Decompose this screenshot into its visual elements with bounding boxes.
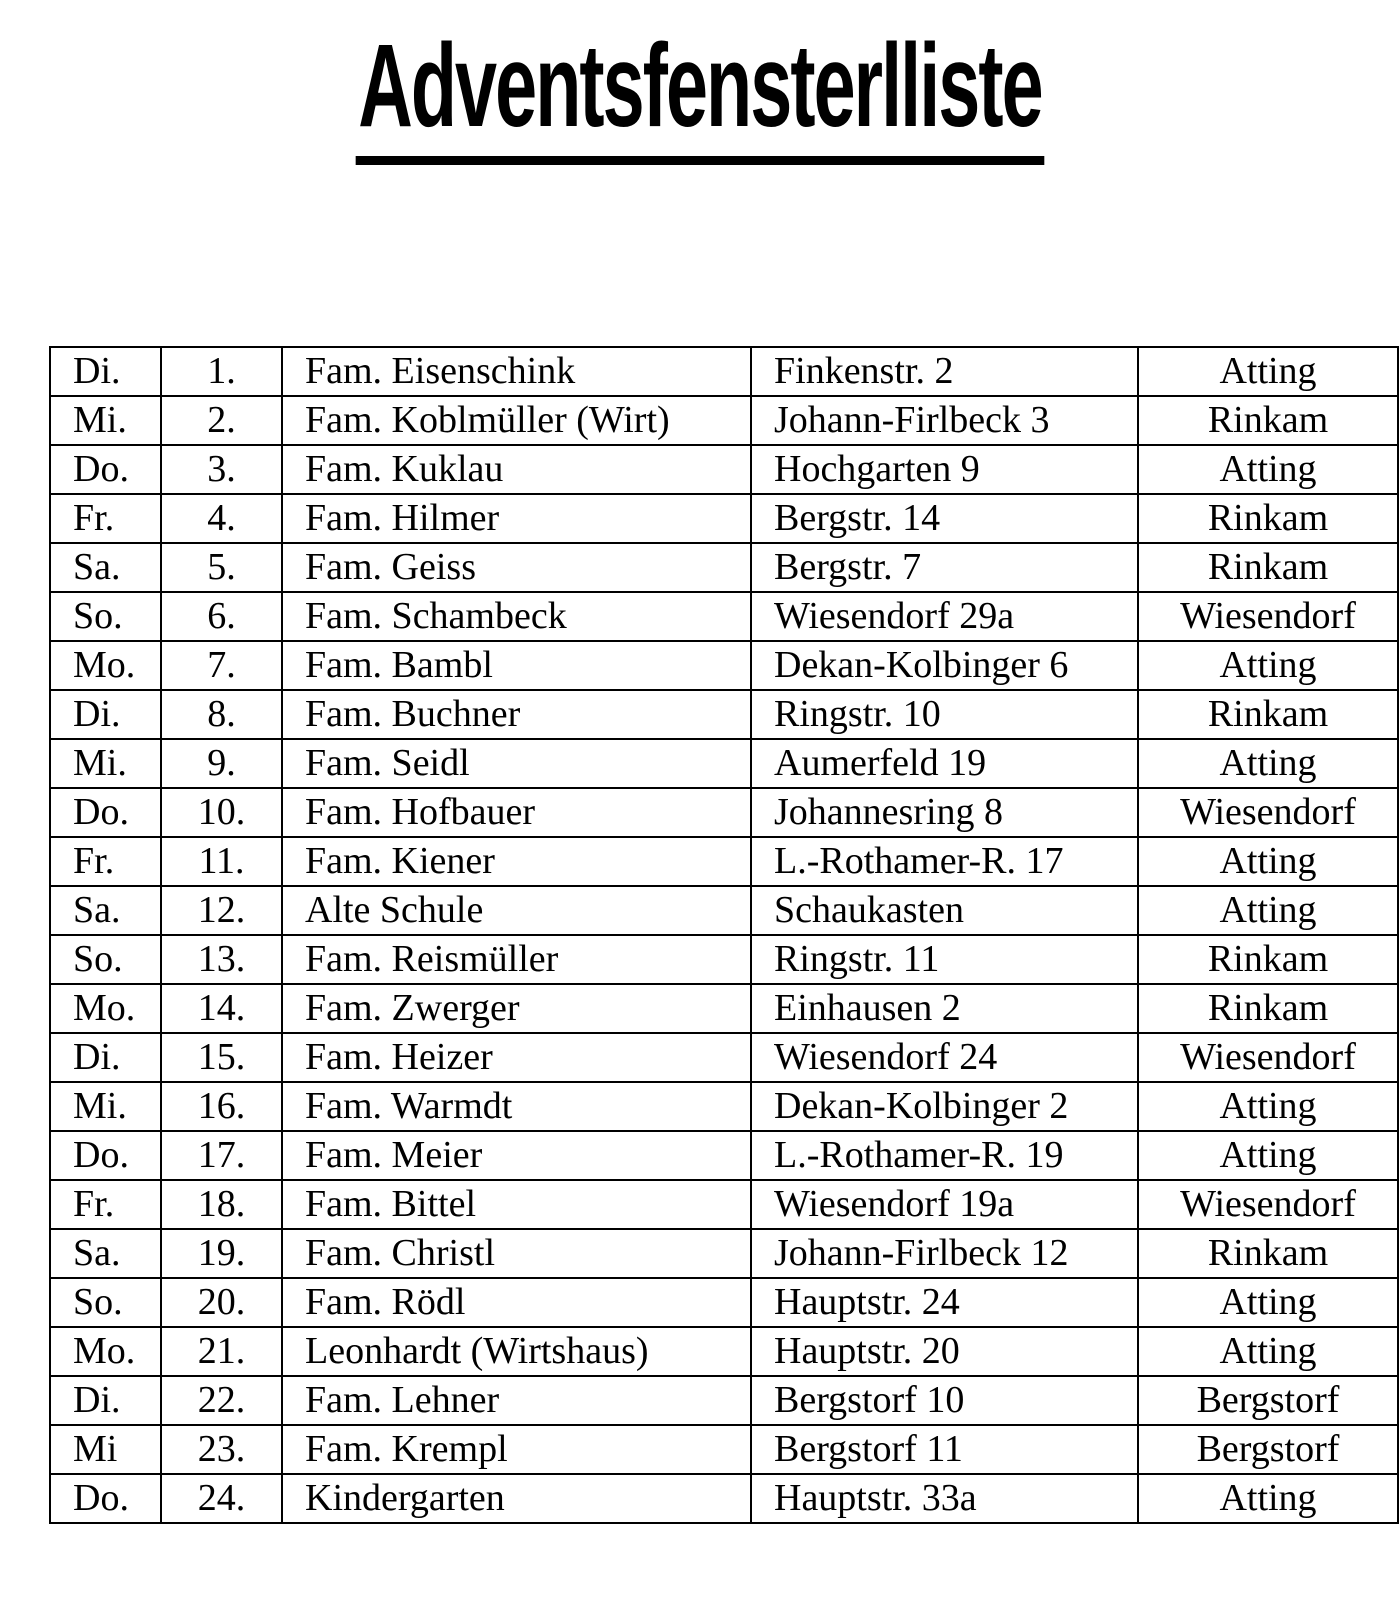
- family-name-cell: Leonhardt (Wirtshaus): [282, 1327, 751, 1376]
- address-cell: Wiesendorf 19a: [751, 1180, 1138, 1229]
- place-cell: Rinkam: [1138, 984, 1398, 1033]
- place-cell: Bergstorf: [1138, 1376, 1398, 1425]
- date-cell: 3.: [161, 445, 282, 494]
- place-cell: Wiesendorf: [1138, 1033, 1398, 1082]
- address-cell: Dekan-Kolbinger 2: [751, 1082, 1138, 1131]
- family-name-cell: Fam. Koblmüller (Wirt): [282, 396, 751, 445]
- date-cell: 12.: [161, 886, 282, 935]
- address-cell: Bergstr. 7: [751, 543, 1138, 592]
- address-cell: Johann-Firlbeck 12: [751, 1229, 1138, 1278]
- address-cell: Bergstorf 10: [751, 1376, 1138, 1425]
- date-cell: 16.: [161, 1082, 282, 1131]
- day-cell: Mo.: [50, 1327, 161, 1376]
- place-cell: Atting: [1138, 445, 1398, 494]
- date-cell: 11.: [161, 837, 282, 886]
- date-cell: 10.: [161, 788, 282, 837]
- day-cell: Mi.: [50, 396, 161, 445]
- table-row: [50, 543, 1398, 592]
- table-area: [49, 346, 1399, 1524]
- table-row: [50, 984, 1398, 1033]
- date-cell: 21.: [161, 1327, 282, 1376]
- table-row: [50, 592, 1398, 641]
- date-cell: 4.: [161, 494, 282, 543]
- family-name-cell: Fam. Buchner: [282, 690, 751, 739]
- address-cell: L.-Rothamer-R. 17: [751, 837, 1138, 886]
- table-row: [50, 1033, 1398, 1082]
- place-cell: Atting: [1138, 1082, 1398, 1131]
- table-row: [50, 445, 1398, 494]
- table-row: [50, 1376, 1398, 1425]
- day-cell: Fr.: [50, 494, 161, 543]
- address-cell: Johann-Firlbeck 3: [751, 396, 1138, 445]
- address-cell: Hauptstr. 24: [751, 1278, 1138, 1327]
- address-cell: Bergstr. 14: [751, 494, 1138, 543]
- day-cell: Fr.: [50, 837, 161, 886]
- family-name-cell: Fam. Hofbauer: [282, 788, 751, 837]
- table-row: [50, 935, 1398, 984]
- place-cell: Rinkam: [1138, 494, 1398, 543]
- page-title: Adventsfensterlliste: [356, 22, 1045, 165]
- table-row: [50, 1180, 1398, 1229]
- place-cell: Wiesendorf: [1138, 1180, 1398, 1229]
- family-name-cell: Fam. Rödl: [282, 1278, 751, 1327]
- address-cell: Hochgarten 9: [751, 445, 1138, 494]
- family-name-cell: Fam. Heizer: [282, 1033, 751, 1082]
- family-name-cell: Fam. Geiss: [282, 543, 751, 592]
- table-row: [50, 494, 1398, 543]
- place-cell: Rinkam: [1138, 690, 1398, 739]
- date-cell: 14.: [161, 984, 282, 1033]
- day-cell: Do.: [50, 1131, 161, 1180]
- day-cell: So.: [50, 1278, 161, 1327]
- address-cell: Einhausen 2: [751, 984, 1138, 1033]
- day-cell: Sa.: [50, 1229, 161, 1278]
- place-cell: Atting: [1138, 886, 1398, 935]
- address-cell: Ringstr. 11: [751, 935, 1138, 984]
- date-cell: 5.: [161, 543, 282, 592]
- family-name-cell: Fam. Lehner: [282, 1376, 751, 1425]
- place-cell: Rinkam: [1138, 935, 1398, 984]
- date-cell: 22.: [161, 1376, 282, 1425]
- family-name-cell: Alte Schule: [282, 886, 751, 935]
- day-cell: Do.: [50, 1474, 161, 1523]
- day-cell: Do.: [50, 788, 161, 837]
- family-name-cell: Fam. Bittel: [282, 1180, 751, 1229]
- address-cell: L.-Rothamer-R. 19: [751, 1131, 1138, 1180]
- day-cell: Mi: [50, 1425, 161, 1474]
- table-row: [50, 739, 1398, 788]
- family-name-cell: Fam. Kuklau: [282, 445, 751, 494]
- family-name-cell: Fam. Zwerger: [282, 984, 751, 1033]
- day-cell: Fr.: [50, 1180, 161, 1229]
- table-row: [50, 886, 1398, 935]
- table-row: [50, 1327, 1398, 1376]
- family-name-cell: Fam. Warmdt: [282, 1082, 751, 1131]
- place-cell: Atting: [1138, 347, 1398, 396]
- place-cell: Rinkam: [1138, 396, 1398, 445]
- table-row: [50, 1425, 1398, 1474]
- address-cell: Dekan-Kolbinger 6: [751, 641, 1138, 690]
- table-row: [50, 641, 1398, 690]
- table-row: [50, 1131, 1398, 1180]
- day-cell: Sa.: [50, 886, 161, 935]
- date-cell: 24.: [161, 1474, 282, 1523]
- date-cell: 13.: [161, 935, 282, 984]
- family-name-cell: Fam. Meier: [282, 1131, 751, 1180]
- address-cell: Aumerfeld 19: [751, 739, 1138, 788]
- address-cell: Hauptstr. 20: [751, 1327, 1138, 1376]
- date-cell: 17.: [161, 1131, 282, 1180]
- place-cell: Atting: [1138, 837, 1398, 886]
- place-cell: Atting: [1138, 1131, 1398, 1180]
- day-cell: Sa.: [50, 543, 161, 592]
- address-cell: Wiesendorf 29a: [751, 592, 1138, 641]
- table-row: [50, 788, 1398, 837]
- table-row: [50, 347, 1398, 396]
- family-name-cell: Kindergarten: [282, 1474, 751, 1523]
- date-cell: 1.: [161, 347, 282, 396]
- place-cell: Atting: [1138, 739, 1398, 788]
- table-body: [50, 347, 1398, 1523]
- address-cell: Wiesendorf 24: [751, 1033, 1138, 1082]
- table-row: [50, 1474, 1398, 1523]
- family-name-cell: Fam. Bambl: [282, 641, 751, 690]
- day-cell: Do.: [50, 445, 161, 494]
- place-cell: Wiesendorf: [1138, 592, 1398, 641]
- date-cell: 20.: [161, 1278, 282, 1327]
- date-cell: 8.: [161, 690, 282, 739]
- place-cell: Wiesendorf: [1138, 788, 1398, 837]
- date-cell: 18.: [161, 1180, 282, 1229]
- day-cell: So.: [50, 935, 161, 984]
- date-cell: 19.: [161, 1229, 282, 1278]
- date-cell: 2.: [161, 396, 282, 445]
- place-cell: Atting: [1138, 1327, 1398, 1376]
- title-area: [0, 22, 1400, 165]
- address-cell: Johannesring 8: [751, 788, 1138, 837]
- place-cell: Atting: [1138, 1474, 1398, 1523]
- day-cell: Mo.: [50, 641, 161, 690]
- table-row: [50, 837, 1398, 886]
- family-name-cell: Fam. Krempl: [282, 1425, 751, 1474]
- address-cell: Finkenstr. 2: [751, 347, 1138, 396]
- day-cell: Di.: [50, 347, 161, 396]
- place-cell: Rinkam: [1138, 543, 1398, 592]
- day-cell: Di.: [50, 690, 161, 739]
- table-row: [50, 1229, 1398, 1278]
- place-cell: Atting: [1138, 1278, 1398, 1327]
- table-row: [50, 1278, 1398, 1327]
- date-cell: 9.: [161, 739, 282, 788]
- table-row: [50, 690, 1398, 739]
- date-cell: 6.: [161, 592, 282, 641]
- family-name-cell: Fam. Schambeck: [282, 592, 751, 641]
- place-cell: Bergstorf: [1138, 1425, 1398, 1474]
- place-cell: Rinkam: [1138, 1229, 1398, 1278]
- day-cell: Mo.: [50, 984, 161, 1033]
- day-cell: Di.: [50, 1033, 161, 1082]
- address-cell: Ringstr. 10: [751, 690, 1138, 739]
- place-cell: Atting: [1138, 641, 1398, 690]
- table-row: [50, 1082, 1398, 1131]
- date-cell: 23.: [161, 1425, 282, 1474]
- family-name-cell: Fam. Reismüller: [282, 935, 751, 984]
- family-name-cell: Fam. Kiener: [282, 837, 751, 886]
- advent-window-table: [49, 346, 1399, 1524]
- date-cell: 7.: [161, 641, 282, 690]
- family-name-cell: Fam. Christl: [282, 1229, 751, 1278]
- day-cell: So.: [50, 592, 161, 641]
- address-cell: Hauptstr. 33a: [751, 1474, 1138, 1523]
- family-name-cell: Fam. Eisenschink: [282, 347, 751, 396]
- address-cell: Schaukasten: [751, 886, 1138, 935]
- address-cell: Bergstorf 11: [751, 1425, 1138, 1474]
- day-cell: Mi.: [50, 1082, 161, 1131]
- day-cell: Di.: [50, 1376, 161, 1425]
- family-name-cell: Fam. Seidl: [282, 739, 751, 788]
- family-name-cell: Fam. Hilmer: [282, 494, 751, 543]
- date-cell: 15.: [161, 1033, 282, 1082]
- table-row: [50, 396, 1398, 445]
- day-cell: Mi.: [50, 739, 161, 788]
